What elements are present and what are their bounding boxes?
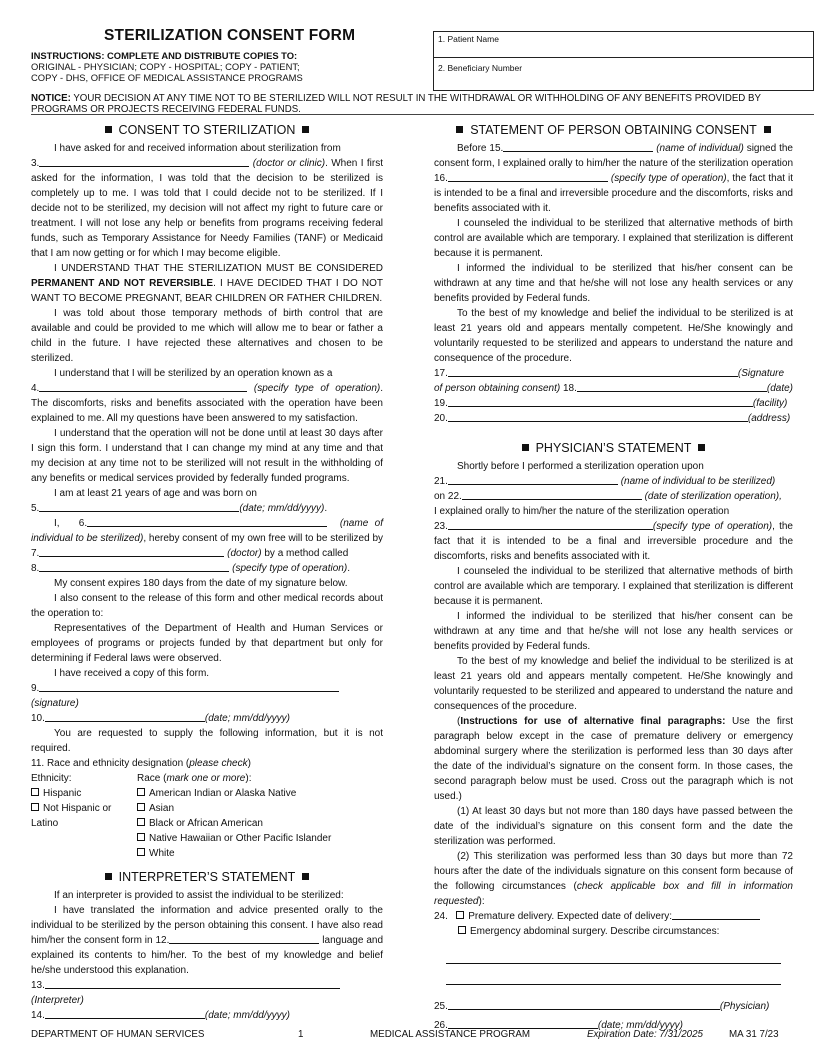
notice-divider bbox=[31, 114, 814, 115]
field-15-name[interactable] bbox=[503, 141, 653, 152]
physician-p3: 23. (specify type of operation), the fact that it is intended to be a final and irreversible procedure and the discomforts, risks and benefits associated with it. bbox=[434, 521, 793, 562]
consent-p4: I understand that I will be sterilized by an operation known as a 4. (specify type of operation). The discomforts, risks and benefits associated with the operation have been explained to me. All my questions have been answered to my satisfaction. bbox=[31, 368, 384, 424]
checkbox-icon[interactable] bbox=[137, 803, 145, 811]
square-bullet-icon bbox=[764, 126, 771, 133]
person-obtaining-heading: STATEMENT OF PERSON OBTAINING CONSENT bbox=[434, 122, 793, 139]
footer-page-number: 1 bbox=[298, 1029, 304, 1040]
consent-p10: Representatives of the Department of Health and Human Services or employees of programs or projects funded by that department but only for determining if Federal laws were observed. bbox=[31, 623, 383, 664]
patient-name-label: 1. Patient Name bbox=[438, 34, 499, 44]
physician-option-premature[interactable]: 24. Premature delivery. Expected date of delivery: bbox=[434, 909, 793, 924]
circumstances-line-1[interactable] bbox=[446, 953, 781, 964]
physician-signature-date-line: 26. (date; mm/dd/yyyy) bbox=[434, 1020, 683, 1031]
field-20-address[interactable] bbox=[448, 411, 748, 422]
consent-p9: I also consent to the release of this form and other medical records about the operation to: bbox=[31, 593, 383, 619]
field-13-interpreter[interactable] bbox=[45, 978, 340, 989]
field-14-date[interactable] bbox=[45, 1008, 205, 1019]
instructions-line-1: ORIGINAL - PHYSICIAN; COPY - HOSPITAL; COPY - PATIENT; bbox=[31, 61, 300, 72]
ethnicity-label: Ethnicity: bbox=[31, 773, 72, 784]
checkbox-icon[interactable] bbox=[458, 926, 466, 934]
footer-form-id: MA 31 7/23 bbox=[729, 1029, 779, 1040]
consent-p3: I was told about those temporary methods of birth control that are available and could be provided to me which will allow me to bear or father a child in the future. I have rejected these alternatives and chosen to be sterilized. bbox=[31, 308, 383, 364]
square-bullet-icon bbox=[105, 126, 112, 133]
obtaining-p1: Before 15. (name of individual) signed the consent form, I explained orally to him/her the nature of the sterilization operation 16. (specify type of operation), the fact that it is intended to be a final and irreversible procedure and the discomforts, risks and benefits associated with it. bbox=[434, 143, 794, 214]
field-8-type-of-operation[interactable] bbox=[39, 561, 229, 572]
physician-signature-line: 25. (Physician) bbox=[434, 1001, 770, 1012]
field-6-name[interactable] bbox=[87, 516, 327, 527]
field-7-doctor[interactable] bbox=[39, 546, 224, 557]
race-column bbox=[137, 771, 383, 861]
physician-p5: I informed the individual to be sterilized that his/her consent can be withdrawn at any time and that he/she will not lose any health services or benefits provided by Federal funds. bbox=[434, 611, 793, 652]
field-22-date[interactable] bbox=[462, 489, 642, 500]
interpreter-heading: INTERPRETER’S STATEMENT bbox=[31, 869, 383, 886]
left-column bbox=[31, 122, 383, 1023]
physician-p6: To the best of my knowledge and belief the individual to be sterilized is at least 21 years old and appears mentally competent. He/She knowingly and voluntarily requested to be sterilized and appeared to understand the nature and consequences of the procedure. bbox=[434, 656, 793, 712]
obtaining-p2: I counseled the individual to be sterilized that alternative methods of birth control are available which are temporary. I explained that sterilization is different because it is permanent. bbox=[434, 218, 793, 259]
right-column bbox=[434, 122, 793, 1033]
physician-instructions: (Instructions for use of alternative final paragraphs: Use the first paragraph below except in the case of premature delivery or emergency abdominal surgery where the sterilization is performed less than 30 days after the date of the individual’s signature on the consent form. In those cases, the second paragraph below must be used. Cross out the paragraph which is not used.) bbox=[434, 716, 793, 802]
race-option-pacific-islander[interactable]: Native Hawaiian or Other Pacific Islander bbox=[137, 831, 383, 846]
checkbox-icon[interactable] bbox=[137, 818, 145, 826]
interpreter-date-line: 14. (date; mm/dd/yyyy) bbox=[31, 1010, 290, 1021]
notice bbox=[31, 93, 791, 115]
checkbox-icon[interactable] bbox=[137, 788, 145, 796]
physician-alt-1: (1) At least 30 days but not more than 180 days have passed between the date of the individual’s signature on this consent form and the date the sterilization was performed. bbox=[434, 806, 793, 847]
footer-department: DEPARTMENT OF HUMAN SERVICES bbox=[31, 1029, 205, 1040]
checkbox-icon[interactable] bbox=[137, 833, 145, 841]
ethnicity-option-hispanic[interactable]: Hispanic bbox=[31, 786, 137, 801]
instructions-title: INSTRUCTIONS: COMPLETE AND DISTRIBUTE COPIES TO: bbox=[31, 50, 298, 61]
race-option-white[interactable]: White bbox=[137, 846, 383, 861]
race-label: Race (mark one or more): bbox=[137, 773, 252, 784]
checkbox-icon[interactable] bbox=[31, 788, 39, 796]
footer-program: MEDICAL ASSISTANCE PROGRAM bbox=[370, 1029, 531, 1040]
physician-p4: I counseled the individual to be sterilized that alternative methods of birth control are available which are temporary. I explained that sterilization is different because it is permanent. bbox=[434, 566, 793, 607]
interpreter-signature-line: 13.(Interpreter) bbox=[31, 978, 383, 1008]
physician-p1: Shortly before I performed a sterilization operation upon bbox=[457, 461, 704, 472]
field-3-doctor-or-clinic[interactable] bbox=[39, 156, 249, 167]
obtaining-facility-line: 19. (facility) bbox=[434, 398, 788, 409]
physician-p2: I explained orally to him/her the nature of the sterilization operation bbox=[434, 506, 730, 517]
square-bullet-icon bbox=[522, 444, 529, 451]
square-bullet-icon bbox=[105, 873, 112, 880]
field-25-physician[interactable] bbox=[448, 999, 720, 1010]
consent-p6: I am at least 21 years of age and was born on bbox=[54, 488, 257, 499]
form-title: STERILIZATION CONSENT FORM bbox=[104, 27, 356, 44]
beneficiary-number-label: 2. Beneficiary Number bbox=[438, 63, 523, 73]
field-16-type-of-operation[interactable] bbox=[448, 171, 608, 182]
notice-label: NOTICE: bbox=[31, 93, 71, 104]
race-option-black[interactable]: Black or African American bbox=[137, 816, 383, 831]
physician-date-line: on 22. (date of sterilization operation), bbox=[434, 491, 782, 502]
field-21-name[interactable] bbox=[448, 474, 618, 485]
footer-expiration: Expiration Date: 7/31/2025 bbox=[587, 1029, 704, 1040]
instructions bbox=[31, 50, 411, 83]
obtaining-p3: I informed the individual to be sterilized that his/her consent can be withdrawn at any time and that he/she will not lose any health services or any benefits provided by Federal funds. bbox=[434, 263, 793, 304]
field-24-expected-delivery-date[interactable] bbox=[672, 909, 760, 920]
race-option-asian[interactable]: Asian bbox=[137, 801, 383, 816]
consent-heading: CONSENT TO STERILIZATION bbox=[31, 122, 383, 139]
field-12-language[interactable] bbox=[169, 933, 319, 944]
signature-line: 9.(signature) bbox=[31, 681, 383, 711]
signature-date-line: 10. (date; mm/dd/yyyy) bbox=[31, 713, 290, 724]
consent-birthdate-line: 5. (date; mm/dd/yyyy). bbox=[31, 503, 328, 514]
patient-name-field[interactable] bbox=[433, 31, 814, 58]
square-bullet-icon bbox=[302, 873, 309, 880]
consent-p12: You are requested to supply the following information, but it is not required. bbox=[31, 728, 383, 754]
consent-p11: I have received a copy of this form. bbox=[54, 668, 210, 679]
field-17-signature[interactable] bbox=[448, 366, 738, 377]
physician-name-line: 21. (name of individual to be sterilized) bbox=[434, 476, 776, 487]
obtaining-address-line: 20. (address) bbox=[434, 413, 791, 424]
race-ethnicity-prompt: 11. Race and ethnicity designation (please check) bbox=[31, 758, 251, 769]
square-bullet-icon bbox=[456, 126, 463, 133]
circumstances-line-2[interactable] bbox=[446, 974, 781, 985]
checkbox-icon[interactable] bbox=[456, 911, 464, 919]
notice-text: YOUR DECISION AT ANY TIME NOT TO BE STERILIZED WILL NOT RESULT IN THE WITHDRAWAL OR WITHHOLDING OF ANY BENEFITS PROVIDED BY PROGRAMS OR PROJECTS RECEIVING FEDERAL FUNDS. bbox=[31, 93, 761, 115]
obtaining-p4: To the best of my knowledge and belief the individual to be sterilized is at least 21 years old and appears mentally competent. He/She knowingly and voluntarily requested to be sterilized and appears to understand the nature and consequence of the procedure. bbox=[434, 308, 793, 364]
field-9-signature[interactable] bbox=[39, 681, 339, 692]
field-10-date[interactable] bbox=[45, 711, 205, 722]
field-4-type-of-operation[interactable] bbox=[39, 381, 247, 392]
beneficiary-number-field[interactable] bbox=[433, 58, 814, 91]
field-18-date[interactable] bbox=[577, 381, 767, 392]
checkbox-icon[interactable] bbox=[137, 848, 145, 856]
race-ethnicity-table bbox=[31, 771, 383, 861]
obtaining-signature-line: 17. (Signature of person obtaining consent) 18. (date) bbox=[434, 368, 794, 394]
interpreter-p2: I have translated the information and advice presented orally to the individual to be sterilized by the person obtaining this consent. I have also read him/her the consent form in 12. language and explained its contents to him/her. To the best of my knowledge and belief he/she understood this explanation. bbox=[31, 905, 384, 976]
instructions-line-2: COPY - DHS, OFFICE OF MEDICAL ASSISTANCE PROGRAMS bbox=[31, 72, 303, 83]
consent-p5: I understand that the operation will not be done until at least 30 days after I sign this form. I understand that I can change my mind at any time and that my decision at any time not to be sterilized will not result in the withholding of any benefits or medical services provided by federally funded programs. bbox=[31, 428, 383, 484]
race-option-american-indian[interactable]: American Indian or Alaska Native bbox=[137, 786, 383, 801]
interpreter-p1: If an interpreter is provided to assist the individual to be sterilized: bbox=[54, 890, 344, 901]
ethnicity-column bbox=[31, 771, 137, 861]
square-bullet-icon bbox=[698, 444, 705, 451]
consent-p8: My consent expires 180 days from the date of my signature below. bbox=[54, 578, 348, 589]
checkbox-icon[interactable] bbox=[31, 803, 39, 811]
consent-p2: I UNDERSTAND THAT THE STERILIZATION MUST BE CONSIDERED PERMANENT AND NOT REVERSIBLE. I HAVE DECIDED THAT I DO NOT WANT TO BECOME PREGNANT, BEAR CHILDREN OR FATHER CHILDREN. bbox=[31, 263, 383, 304]
physician-heading: PHYSICIAN’S STATEMENT bbox=[434, 440, 793, 457]
field-5-birth-date[interactable] bbox=[39, 501, 239, 512]
square-bullet-icon bbox=[302, 126, 309, 133]
physician-alt-2: (2) This sterilization was performed less than 30 days but more than 72 hours after the date of the individuals signature on this consent form because of the following circumstances (check applicable box and fill in information requested): bbox=[434, 851, 793, 907]
consent-p1: I have asked for and received information about sterilization from 3. (doctor or clinic). When I first asked for the information, I was told that the decision to be sterilized is completely up to me. I was told that I could decide not to be sterilized. If I decide not to be sterilized, my decision will not affect my right to future care or treatment. I will not lose any help or benefits from programs receiving federal funds, such as Temporary Assistance for Needy Families (TANF) or Medicaid that I am now getting or for which I may become eligible. bbox=[31, 143, 384, 259]
consent-p7: I, 6. (name of individual to be sterilized), hereby consent of my own free will to be sterilized by 7. (doctor) by a method called 8. (specify type of operation). bbox=[31, 518, 384, 574]
field-23-type-of-operation[interactable] bbox=[448, 519, 653, 530]
physician-option-emergency[interactable]: Emergency abdominal surgery. Describe circumstances: bbox=[434, 924, 793, 939]
ethnicity-option-not-hispanic[interactable]: Not Hispanic or Latino bbox=[31, 803, 112, 829]
field-19-facility[interactable] bbox=[448, 396, 753, 407]
